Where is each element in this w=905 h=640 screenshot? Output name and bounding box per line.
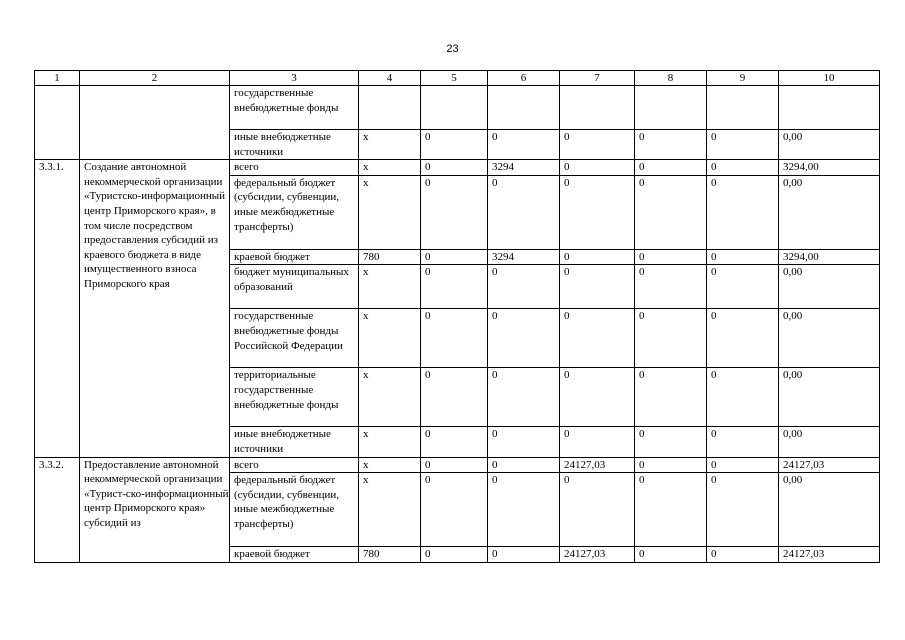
value-cell bbox=[421, 86, 488, 130]
funding-source-cell: федеральный бюджет (субсидии, субвенции, иные межбюджетные трансферты) bbox=[230, 175, 359, 249]
value-cell: x bbox=[359, 368, 421, 427]
value-cell: 24127,03 bbox=[560, 457, 635, 473]
value-cell: 0 bbox=[560, 309, 635, 368]
value-cell: 0 bbox=[421, 160, 488, 176]
value-cell: 0 bbox=[421, 265, 488, 309]
header-cell: 7 bbox=[560, 71, 635, 86]
page-number: 23 bbox=[446, 43, 459, 55]
value-cell bbox=[635, 86, 707, 130]
value-cell: 0 bbox=[707, 249, 779, 265]
value-cell: 0 bbox=[560, 368, 635, 427]
value-cell: 780 bbox=[359, 547, 421, 563]
total-cell: 24127,03 bbox=[779, 457, 880, 473]
value-cell: 0 bbox=[635, 547, 707, 563]
header-cell: 1 bbox=[35, 71, 80, 86]
value-cell: x bbox=[359, 130, 421, 160]
value-cell: 0 bbox=[560, 160, 635, 176]
total-cell: 3294,00 bbox=[779, 160, 880, 176]
value-cell: x bbox=[359, 309, 421, 368]
value-cell bbox=[707, 86, 779, 130]
table-row bbox=[35, 86, 880, 130]
value-cell: 0 bbox=[707, 473, 779, 547]
total-cell bbox=[779, 86, 880, 130]
value-cell: 0 bbox=[707, 309, 779, 368]
value-cell: 0 bbox=[421, 427, 488, 457]
value-cell: 0 bbox=[421, 473, 488, 547]
value-cell: 0 bbox=[635, 309, 707, 368]
table-row bbox=[35, 160, 880, 176]
value-cell: x bbox=[359, 473, 421, 547]
funding-source-cell: иные внебюджетные источники bbox=[230, 427, 359, 457]
value-cell: x bbox=[359, 427, 421, 457]
value-cell: x bbox=[359, 175, 421, 249]
header-cell: 2 bbox=[80, 71, 230, 86]
value-cell: x bbox=[359, 160, 421, 176]
value-cell: 0 bbox=[635, 427, 707, 457]
value-cell: 0 bbox=[635, 160, 707, 176]
value-cell: 0 bbox=[707, 160, 779, 176]
value-cell: 0 bbox=[635, 249, 707, 265]
item-code-cell bbox=[35, 86, 80, 160]
funding-source-cell: федеральный бюджет (субсидии, субвенции, иные межбюджетные трансферты) bbox=[230, 473, 359, 547]
value-cell: 0 bbox=[421, 309, 488, 368]
value-cell bbox=[359, 86, 421, 130]
funding-source-cell: территориальные государственные внебюджетные фонды bbox=[230, 368, 359, 427]
value-cell: x bbox=[359, 457, 421, 473]
table-header-row bbox=[35, 71, 880, 86]
total-cell: 0,00 bbox=[779, 473, 880, 547]
item-title-cell: Предоставление автономной некоммерческой организации «Турист-ско-информационный центр Приморского края» субсидий из bbox=[80, 457, 230, 562]
value-cell: 0 bbox=[560, 265, 635, 309]
funding-source-cell: иные внебюджетные источники bbox=[230, 130, 359, 160]
value-cell: 0 bbox=[488, 175, 560, 249]
header-cell: 8 bbox=[635, 71, 707, 86]
funding-source-cell: всего bbox=[230, 457, 359, 473]
value-cell: 0 bbox=[421, 547, 488, 563]
item-code-cell: 3.3.1. bbox=[35, 160, 80, 457]
value-cell bbox=[488, 86, 560, 130]
value-cell: 0 bbox=[488, 265, 560, 309]
value-cell: 0 bbox=[488, 368, 560, 427]
value-cell: 0 bbox=[635, 265, 707, 309]
total-cell: 0,00 bbox=[779, 265, 880, 309]
value-cell: 0 bbox=[421, 249, 488, 265]
funding-source-cell: всего bbox=[230, 160, 359, 176]
value-cell: x bbox=[359, 265, 421, 309]
value-cell: 0 bbox=[488, 130, 560, 160]
header-cell: 10 bbox=[779, 71, 880, 86]
value-cell: 0 bbox=[488, 473, 560, 547]
value-cell: 0 bbox=[707, 368, 779, 427]
value-cell: 0 bbox=[560, 175, 635, 249]
value-cell: 0 bbox=[421, 130, 488, 160]
value-cell: 0 bbox=[707, 547, 779, 563]
value-cell: 3294 bbox=[488, 160, 560, 176]
total-cell: 0,00 bbox=[779, 427, 880, 457]
value-cell: 0 bbox=[560, 427, 635, 457]
value-cell: 0 bbox=[488, 309, 560, 368]
value-cell: 0 bbox=[635, 368, 707, 427]
total-cell: 0,00 bbox=[779, 368, 880, 427]
item-code-cell: 3.3.2. bbox=[35, 457, 80, 562]
header-cell: 4 bbox=[359, 71, 421, 86]
funding-source-cell: краевой бюджет bbox=[230, 547, 359, 563]
value-cell: 0 bbox=[707, 130, 779, 160]
table-row bbox=[35, 457, 880, 473]
total-cell: 0,00 bbox=[779, 175, 880, 249]
value-cell: 0 bbox=[635, 457, 707, 473]
value-cell: 3294 bbox=[488, 249, 560, 265]
value-cell: 0 bbox=[560, 473, 635, 547]
value-cell: 24127,03 bbox=[560, 547, 635, 563]
value-cell: 0 bbox=[488, 457, 560, 473]
funding-source-cell: бюджет муниципальных образований bbox=[230, 265, 359, 309]
value-cell: 0 bbox=[421, 368, 488, 427]
header-cell: 9 bbox=[707, 71, 779, 86]
budget-table bbox=[34, 70, 880, 563]
value-cell: 780 bbox=[359, 249, 421, 265]
value-cell: 0 bbox=[707, 265, 779, 309]
value-cell: 0 bbox=[707, 457, 779, 473]
value-cell: 0 bbox=[560, 249, 635, 265]
header-cell: 6 bbox=[488, 71, 560, 86]
item-title-cell: Создание автономной некоммерческой организации «Туристско-информационный центр Приморского края», в том числе посредством предоставления субсидий из краевого бюджета в виде имущественного взноса Приморского края bbox=[80, 160, 230, 457]
value-cell: 0 bbox=[560, 130, 635, 160]
total-cell: 0,00 bbox=[779, 309, 880, 368]
value-cell: 0 bbox=[488, 427, 560, 457]
header-cell: 3 bbox=[230, 71, 359, 86]
total-cell: 0,00 bbox=[779, 130, 880, 160]
total-cell: 3294,00 bbox=[779, 249, 880, 265]
value-cell: 0 bbox=[635, 130, 707, 160]
funding-source-cell: государственные внебюджетные фонды Российской Федерации bbox=[230, 309, 359, 368]
value-cell: 0 bbox=[707, 427, 779, 457]
header-cell: 5 bbox=[421, 71, 488, 86]
funding-source-cell: краевой бюджет bbox=[230, 249, 359, 265]
value-cell: 0 bbox=[635, 473, 707, 547]
value-cell: 0 bbox=[707, 175, 779, 249]
funding-source-cell: государственные внебюджетные фонды bbox=[230, 86, 359, 130]
value-cell bbox=[560, 86, 635, 130]
total-cell: 24127,03 bbox=[779, 547, 880, 563]
value-cell: 0 bbox=[635, 175, 707, 249]
value-cell: 0 bbox=[421, 457, 488, 473]
item-title-cell bbox=[80, 86, 230, 160]
value-cell: 0 bbox=[488, 547, 560, 563]
value-cell: 0 bbox=[421, 175, 488, 249]
